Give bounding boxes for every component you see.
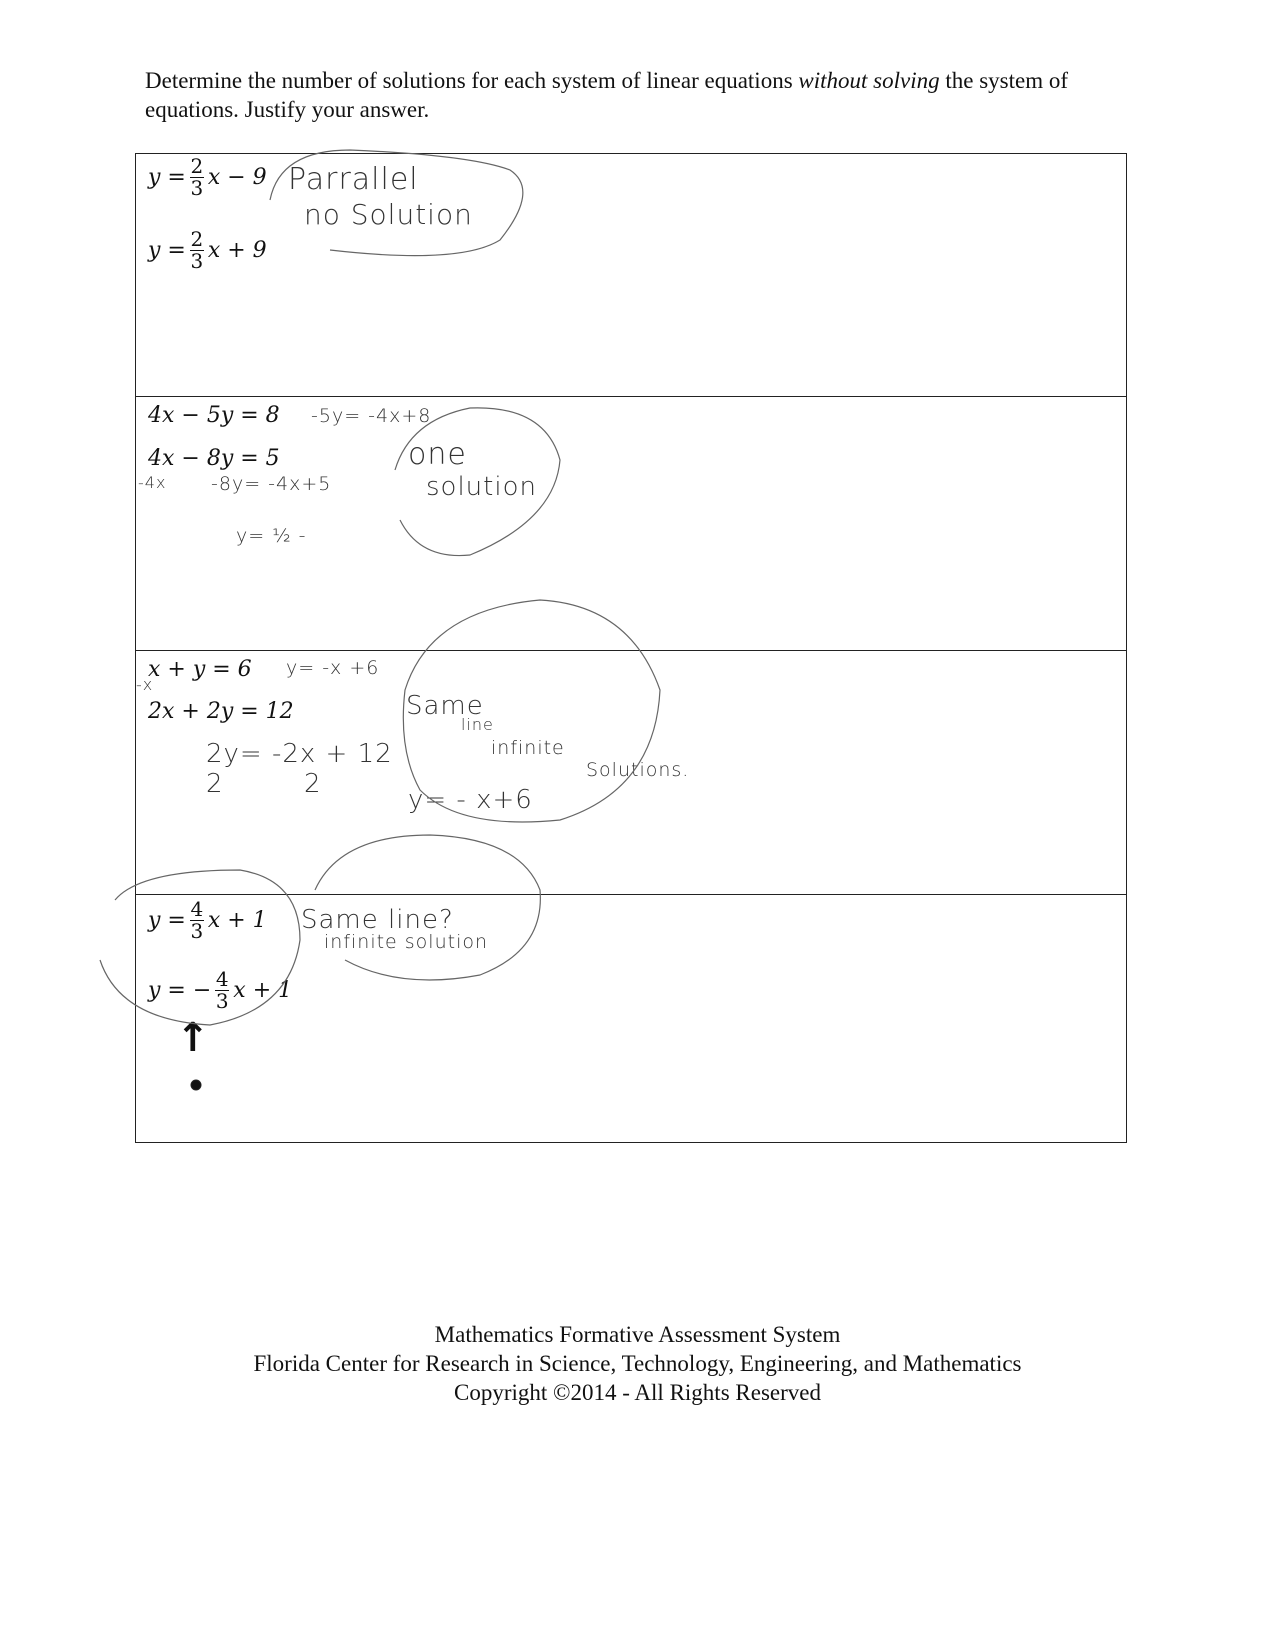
footer-line-2: Florida Center for Research in Science, Technology, Engineering, and Mathematics [253,1351,1022,1376]
handwritten-same-line: Same line? [301,905,454,935]
problem-3 [136,651,1126,895]
handwritten-step-3: -8y= -4x+5 [211,473,332,495]
handwritten-infinite: infinite [491,737,565,759]
handwritten-same: Same [406,691,484,721]
handwritten-step-4: y= ½ - [236,525,307,547]
eq-rest: x + 9 [207,238,267,263]
footer [0,1320,1275,1407]
handwritten-step-6: y= - x+6 [408,785,533,815]
problem-2 [136,397,1126,651]
fraction: $\frac{4}{3}$ [215,967,229,1013]
problem-1 [136,154,1126,397]
handwritten-step-5: 2 [304,769,322,799]
eq-rest: x + 1 [233,978,293,1003]
handwritten-line: line [461,715,494,734]
fraction: $\frac{4}{3}$ [190,897,204,943]
problem-2-eq1: 4x − 5y = 8 [148,403,280,428]
problem-3-eq1: x + y = 6 [148,657,252,682]
fraction: $\frac{2}{3}$ [190,227,204,273]
handwritten-step-1: -5y= -4x+8 [311,405,432,427]
handwritten-step-4: 2 [206,769,224,799]
instructions [145,66,1095,124]
handwritten-step-1: y= -x +6 [286,657,380,679]
problem-3-eq2: 2x + 2y = 12 [148,699,294,724]
problem-4-eq1 [148,899,267,942]
eq-lhs: y = [148,908,186,933]
footer-line-3: Copyright ©2014 - All Rights Reserved [454,1380,821,1405]
handwritten-step-2: -x [136,675,154,694]
problem-1-eq2 [148,229,267,272]
handwritten-solution: solution [426,472,537,502]
handwritten-solutions: Solutions. [586,759,690,781]
fraction: $\frac{2}{3}$ [190,154,204,200]
handwritten-step-3: 2y= -2x + 12 [206,739,393,769]
instructions-emphasis: without solving [798,68,940,93]
problem-1-eq1 [148,156,267,199]
handwritten-no-solution: no Solution [304,198,473,231]
problem-2-eq2: 4x − 8y = 5 [148,446,280,471]
eq-lhs: y = [148,238,186,263]
eq-lhs: y = [148,165,186,190]
eq-rest: x + 1 [207,908,267,933]
problem-4 [136,895,1126,1142]
problem-4-eq2 [148,969,292,1012]
handwritten-infinite-solution: infinite solution [324,931,489,953]
handwritten-one: one [408,437,467,472]
eq-lhs: y = − [148,978,212,1003]
arrow-up-icon: ↑ [176,1015,211,1061]
eq-rest: x − 9 [207,165,267,190]
footer-line-1: Mathematics Formative Assessment System [434,1322,841,1347]
handwritten-parallel: Parrallel [288,162,419,197]
handwritten-step-2: -4x [138,473,167,492]
instructions-text-2: the system of equations. Justify your answer. [145,68,1069,122]
problem-grid [135,153,1127,1143]
instructions-text-1: Determine the number of solutions for each system of linear equations [145,68,799,93]
